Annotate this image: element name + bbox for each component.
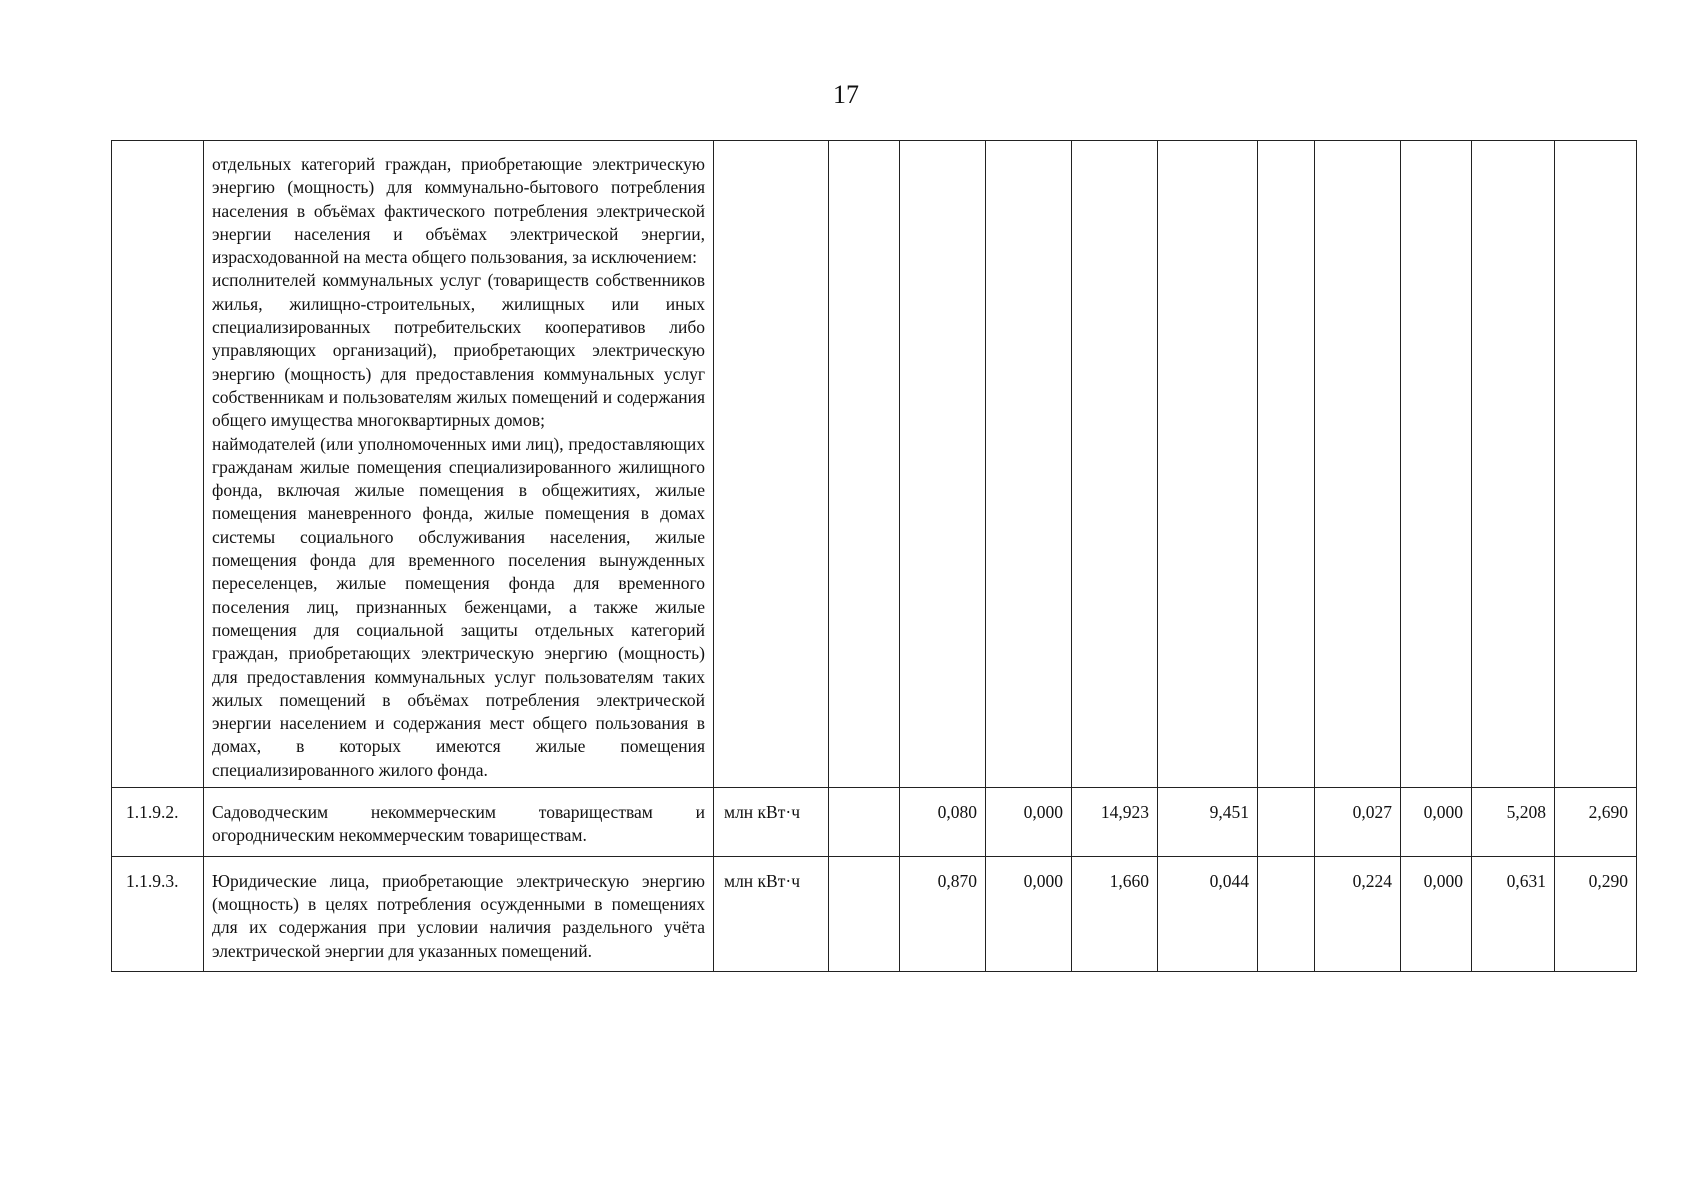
value-cell: 2,690: [1555, 788, 1637, 857]
continuation-paragraph: исполнителей коммунальных услуг (товариществ собственников жилья, жилищно-строительных, жилищных или иных специализированных потребительских кооперативов либо управляющих организаций), приобретающих электрическую энергию (мощность) для предоставления коммунальных услуг собственникам и пользователям жилых помещений и содержания общего имущества многоквартирных домов;: [212, 270, 705, 431]
row-number: 1.1.9.2.: [112, 788, 204, 857]
value-cell: 0,631: [1472, 856, 1555, 971]
value-cell: 0,000: [1401, 788, 1472, 857]
value-cell: 9,451: [1158, 788, 1258, 857]
row-description: Садоводческим некоммерческим товариществам и огородническим некоммерческим товариществам.: [204, 788, 714, 857]
value-cell: 5,208: [1472, 788, 1555, 857]
row-description: Юридические лица, приобретающие электрическую энергию (мощность) в целях потребления осужденными в помещениях для их содержания при условии наличия раздельного учёта электрической энергии для указанных помещений.: [204, 856, 714, 971]
row-unit: млн кВт·ч: [714, 788, 829, 857]
table-row: [112, 141, 1637, 788]
row-number: 1.1.9.3.: [112, 856, 204, 971]
value-cell: [1472, 141, 1555, 788]
value-cell: 0,224: [1315, 856, 1401, 971]
value-cell: 0,870: [900, 856, 986, 971]
value-cell: 0,080: [900, 788, 986, 857]
value-cell: [1258, 141, 1315, 788]
unit-cell: [714, 141, 829, 788]
value-cell: 0,000: [986, 856, 1072, 971]
value-cell: [829, 788, 900, 857]
value-cell: [1258, 788, 1315, 857]
value-cell: 1,660: [1072, 856, 1158, 971]
value-cell: 0,000: [1401, 856, 1472, 971]
value-cell: [1555, 141, 1637, 788]
value-cell: [829, 141, 900, 788]
number-cell: [112, 141, 204, 788]
row-unit: млн кВт·ч: [714, 856, 829, 971]
page-number: 17: [833, 80, 859, 109]
value-cell: [1401, 141, 1472, 788]
value-cell: 14,923: [1072, 788, 1158, 857]
table-row: [112, 856, 1637, 971]
continuation-paragraph: отдельных категорий граждан, приобретающие электрическую энергию (мощность) для коммунально-бытового потребления населения в объёмах фактического потребления электрической энергии населения и объёмах электрической энергии, израсходованной на места общего пользования, за исключением:: [212, 154, 705, 268]
value-cell: [986, 141, 1072, 788]
description-cell: [204, 141, 714, 788]
continuation-paragraph: наймодателей (или уполномоченных ими лиц), предоставляющих гражданам жилые помещения специализированного жилищного фонда, включая жилые помещения в общежитиях, жилые помещения маневренного фонда, жилые помещения в домах системы социального обслуживания населения, жилые помещения фонда для временного поселения вынужденных переселенцев, жилые помещения фонда для временного поселения лиц, признанных беженцами, а также жилые помещения для социальной защиты отдельных категорий граждан, приобретающих электрическую энергию (мощность) для предоставления коммунальных услуг пользователям таких жилых помещений в объёмах потребления электрической энергии населением и содержания мест общего пользования в домах, в которых имеются жилые помещения специализированного жилого фонда.: [212, 433, 705, 780]
value-cell: 0,027: [1315, 788, 1401, 857]
value-cell: [1315, 141, 1401, 788]
value-cell: [829, 856, 900, 971]
table-row: [112, 788, 1637, 857]
value-cell: [1072, 141, 1158, 788]
value-cell: 0,044: [1158, 856, 1258, 971]
value-cell: 0,290: [1555, 856, 1637, 971]
value-cell: [1258, 856, 1315, 971]
value-cell: [900, 141, 986, 788]
tariff-table: [111, 140, 1637, 972]
value-cell: 0,000: [986, 788, 1072, 857]
value-cell: [1158, 141, 1258, 788]
